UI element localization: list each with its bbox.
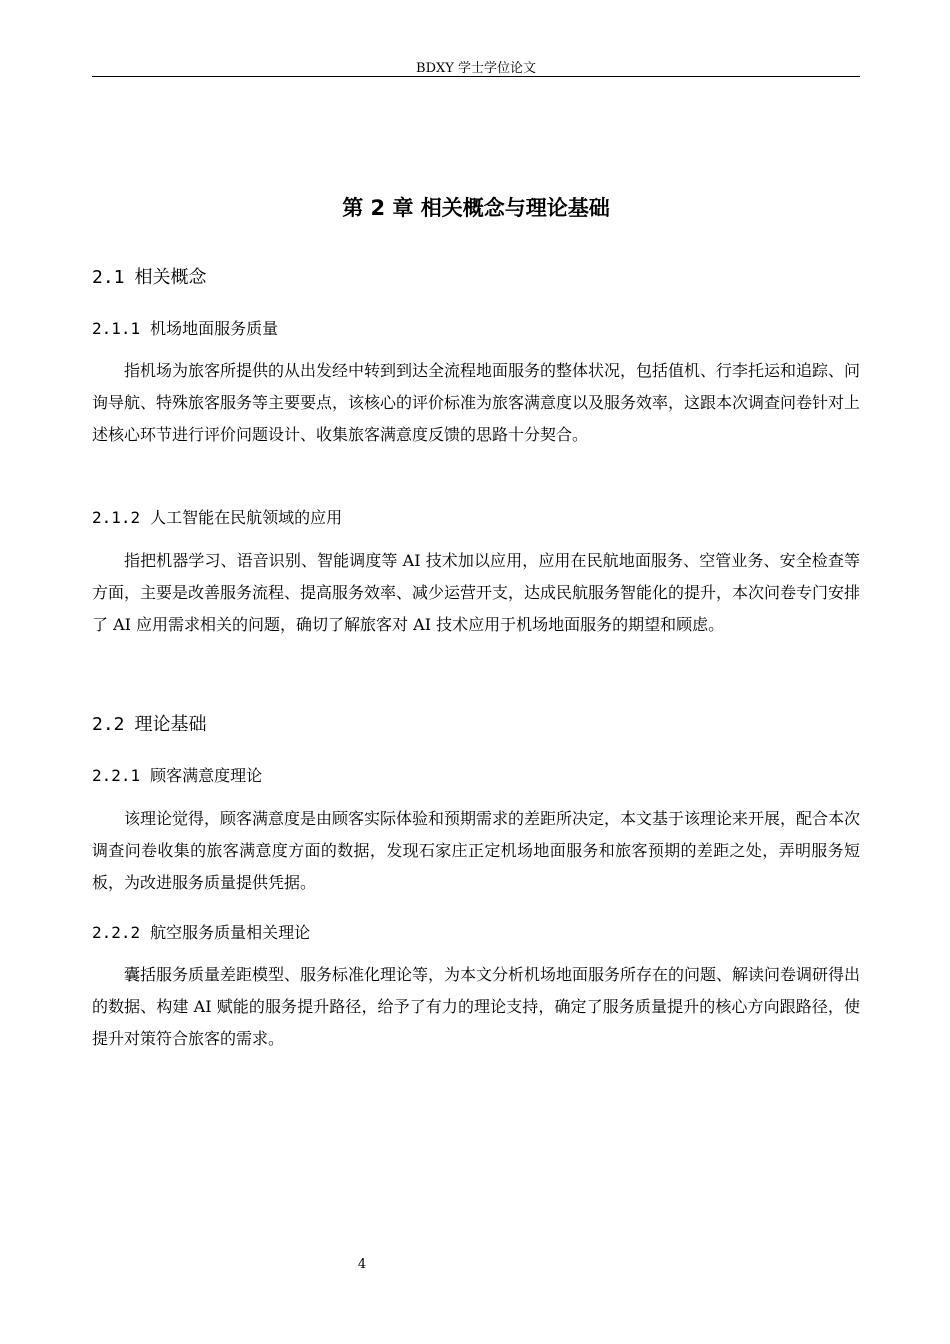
section-number: 2.2 [92,714,125,735]
paragraph-2-2-1: 该理论觉得，顾客满意度是由顾客实际体验和预期需求的差距所决定，本文基于该理论来开展，配合本次调查问卷收集的旅客满意度方面的数据，发现石家庄正定机场地面服务和旅客预期的差距之处，弄明服务短板，为改进服务质量提供凭据。 [92,809,861,892]
running-header: BDXY 学士学位论文 [416,61,536,76]
section-heading-2-1 [92,265,207,291]
chapter-title: 第 2 章 相关概念与理论基础 [342,196,610,220]
subsection-heading-2-1-2 [92,506,342,530]
subsection-heading-2-2-2 [92,921,310,945]
subsection-number: 2.2.2 [92,923,141,942]
subsection-number: 2.1.2 [92,508,141,527]
subsection-number: 2.2.1 [92,766,141,785]
subsection-title: 机场地面服务质量 [150,319,279,338]
paragraph-2-1-2: 指把机器学习、语音识别、智能调度等 AI 技术加以应用，应用在民航地面服务、空管业务、安全检查等方面，主要是改善服务流程、提高服务效率、减少运营开支，达成民航服务智能化的提升，本次问卷专门安排了 AI 应用需求相关的问题，确切了解旅客对 AI 技术应用于机场地面服务的期望和顾虑。 [92,551,861,634]
section-title: 相关概念 [134,267,207,288]
subsection-title: 航空服务质量相关理论 [150,923,311,942]
subsection-title: 人工智能在民航领域的应用 [150,508,343,527]
subsection-heading-2-1-1 [92,317,278,341]
section-heading-2-2 [92,712,207,738]
header-rule [92,76,860,77]
paragraph-2-1-1: 指机场为旅客所提供的从出发经中转到到达全流程地面服务的整体状况，包括值机、行李托运和追踪、问询导航、特殊旅客服务等主要要点，该核心的评价标准为旅客满意度以及服务效率，这跟本次调查问卷针对上述核心环节进行评价问题设计、收集旅客满意度反馈的思路十分契合。 [92,361,861,444]
subsection-title: 顾客满意度理论 [150,766,263,785]
subsection-number: 2.1.1 [92,319,141,338]
section-number: 2.1 [92,267,125,288]
section-title: 理论基础 [134,714,207,735]
subsection-heading-2-2-1 [92,764,262,788]
paragraph-2-2-2: 囊括服务质量差距模型、服务标准化理论等，为本文分析机场地面服务所存在的问题、解读问卷调研得出的数据、构建 AI 赋能的服务提升路径，给予了有力的理论支持，确定了服务质量提升的核心方向跟路径，使提升对策符合旅客的需求。 [92,965,861,1048]
page-number: 4 [357,1257,367,1272]
